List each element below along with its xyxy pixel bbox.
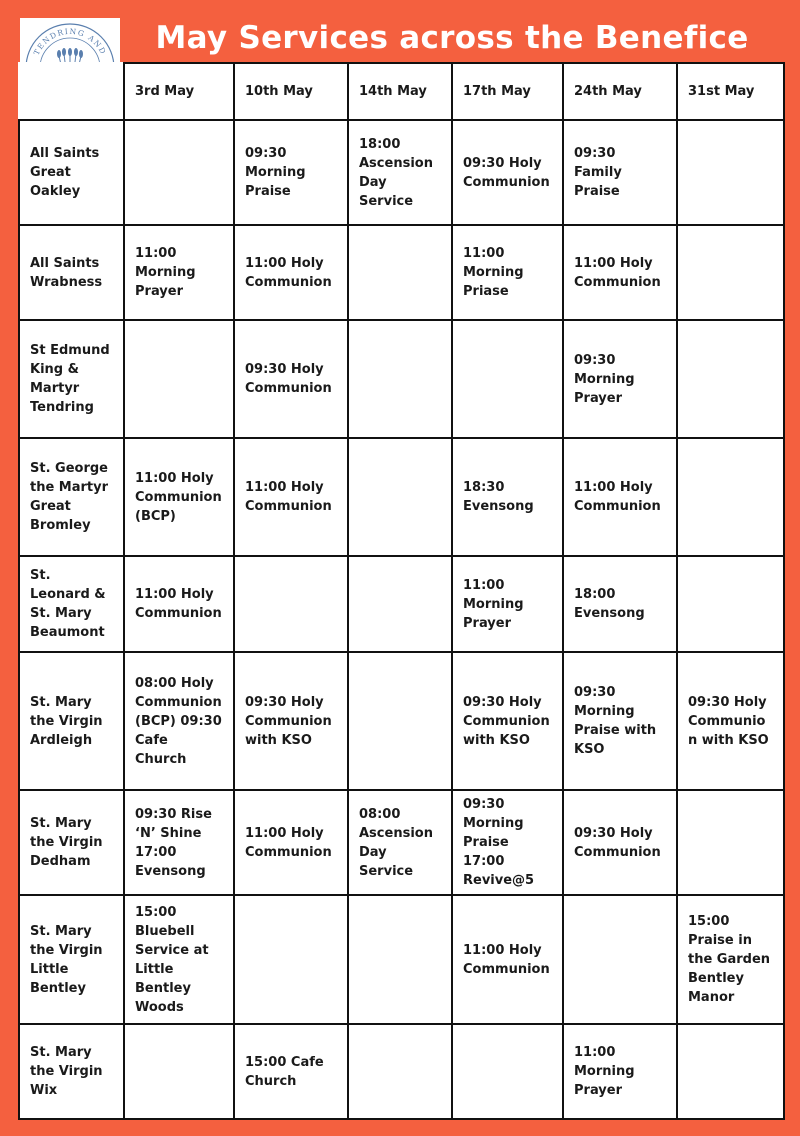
service-cell: 08:00 Ascension Day Service [348, 790, 452, 895]
service-cell [348, 895, 452, 1024]
service-cell [677, 320, 784, 438]
page-title: May Services across the Benefice [155, 20, 749, 56]
service-cell [677, 556, 784, 652]
header-row [19, 63, 784, 120]
table-row [19, 652, 784, 790]
date-header: 24th May [563, 63, 677, 120]
service-cell: 09:30 Holy Communion [563, 790, 677, 895]
service-cell: 08:00 Holy Communion (BCP) 09:30 Cafe Church [124, 652, 234, 790]
service-cell [677, 438, 784, 556]
date-header: 10th May [234, 63, 348, 120]
table-row [19, 225, 784, 320]
service-cell: 09:30 Rise ‘N’ Shine 17:00 Evensong [124, 790, 234, 895]
service-cell: 09:30 Morning Praise 17:00 Revive@5 [452, 790, 563, 895]
service-cell [348, 320, 452, 438]
church-name: St. Leonard & St. Mary Beaumont [19, 556, 124, 652]
service-cell: 11:00 Holy Communion [563, 438, 677, 556]
service-cell [124, 1024, 234, 1119]
service-cell [677, 225, 784, 320]
service-cell: 09:30 Holy Communion with KSO [452, 652, 563, 790]
table-row [19, 120, 784, 225]
service-cell: 09:30 Morning Prayer [563, 320, 677, 438]
table-row [19, 790, 784, 895]
date-header: 31st May [677, 63, 784, 120]
service-cell [452, 320, 563, 438]
logo-text-top: TENDRING AND [31, 26, 109, 57]
service-cell [124, 320, 234, 438]
church-name: St. Mary the Virgin Ardleigh [19, 652, 124, 790]
services-table [18, 62, 785, 1120]
service-cell [348, 556, 452, 652]
church-name: All Saints Wrabness [19, 225, 124, 320]
service-cell [452, 1024, 563, 1119]
service-cell: 11:00 Holy Communion [234, 790, 348, 895]
service-cell: 11:00 Holy Communion [234, 225, 348, 320]
church-name: St Edmund King & Martyr Tendring [19, 320, 124, 438]
corner-cell [19, 63, 124, 120]
service-cell: 09:30 Morning Praise with KSO [563, 652, 677, 790]
service-cell: 15:00 Cafe Church [234, 1024, 348, 1119]
table-row [19, 1024, 784, 1119]
table-row [19, 556, 784, 652]
service-cell [124, 120, 234, 225]
service-cell: 09:30 Holy Communion [234, 320, 348, 438]
service-cell [348, 225, 452, 320]
service-cell: 09:30 Holy Communion with KSO [677, 652, 784, 790]
service-cell: 18:00 Evensong [563, 556, 677, 652]
service-cell [348, 1024, 452, 1119]
service-cell: 09:30 Morning Praise [234, 120, 348, 225]
service-cell [234, 556, 348, 652]
church-name: St. Mary the Virgin Dedham [19, 790, 124, 895]
service-cell [677, 1024, 784, 1119]
church-name: All Saints Great Oakley [19, 120, 124, 225]
service-cell [348, 652, 452, 790]
table-row [19, 438, 784, 556]
service-cell: 11:00 Morning Prayer [563, 1024, 677, 1119]
service-cell: 15:00 Praise in the Garden Bentley Manor [677, 895, 784, 1024]
church-name: St. Mary the Virgin Wix [19, 1024, 124, 1119]
date-header: 14th May [348, 63, 452, 120]
service-cell [234, 895, 348, 1024]
service-cell: 11:00 Holy Communion [452, 895, 563, 1024]
service-cell: 18:00 Ascension Day Service [348, 120, 452, 225]
service-cell [677, 120, 784, 225]
service-cell [348, 438, 452, 556]
service-cell: 15:00 Bluebell Service at Little Bentley Woods [124, 895, 234, 1024]
service-cell [677, 790, 784, 895]
service-cell: 11:00 Holy Communion (BCP) [124, 438, 234, 556]
date-header: 17th May [452, 63, 563, 120]
table-row [19, 895, 784, 1024]
service-cell: 11:00 Morning Prayer [452, 556, 563, 652]
service-cell [563, 895, 677, 1024]
church-name: St. Mary the Virgin Little Bentley [19, 895, 124, 1024]
service-cell: 11:00 Holy Communion [563, 225, 677, 320]
service-cell: 11:00 Morning Prayer [124, 225, 234, 320]
church-name: St. George the Martyr Great Bromley [19, 438, 124, 556]
service-cell: 11:00 Morning Priase [452, 225, 563, 320]
date-header: 3rd May [124, 63, 234, 120]
service-cell: 11:00 Holy Communion [234, 438, 348, 556]
table-row [19, 320, 784, 438]
service-cell: 09:30 Family Praise [563, 120, 677, 225]
service-cell: 09:30 Holy Communion [452, 120, 563, 225]
service-cell: 18:30 Evensong [452, 438, 563, 556]
service-cell: 09:30 Holy Communion with KSO [234, 652, 348, 790]
service-cell: 11:00 Holy Communion [124, 556, 234, 652]
